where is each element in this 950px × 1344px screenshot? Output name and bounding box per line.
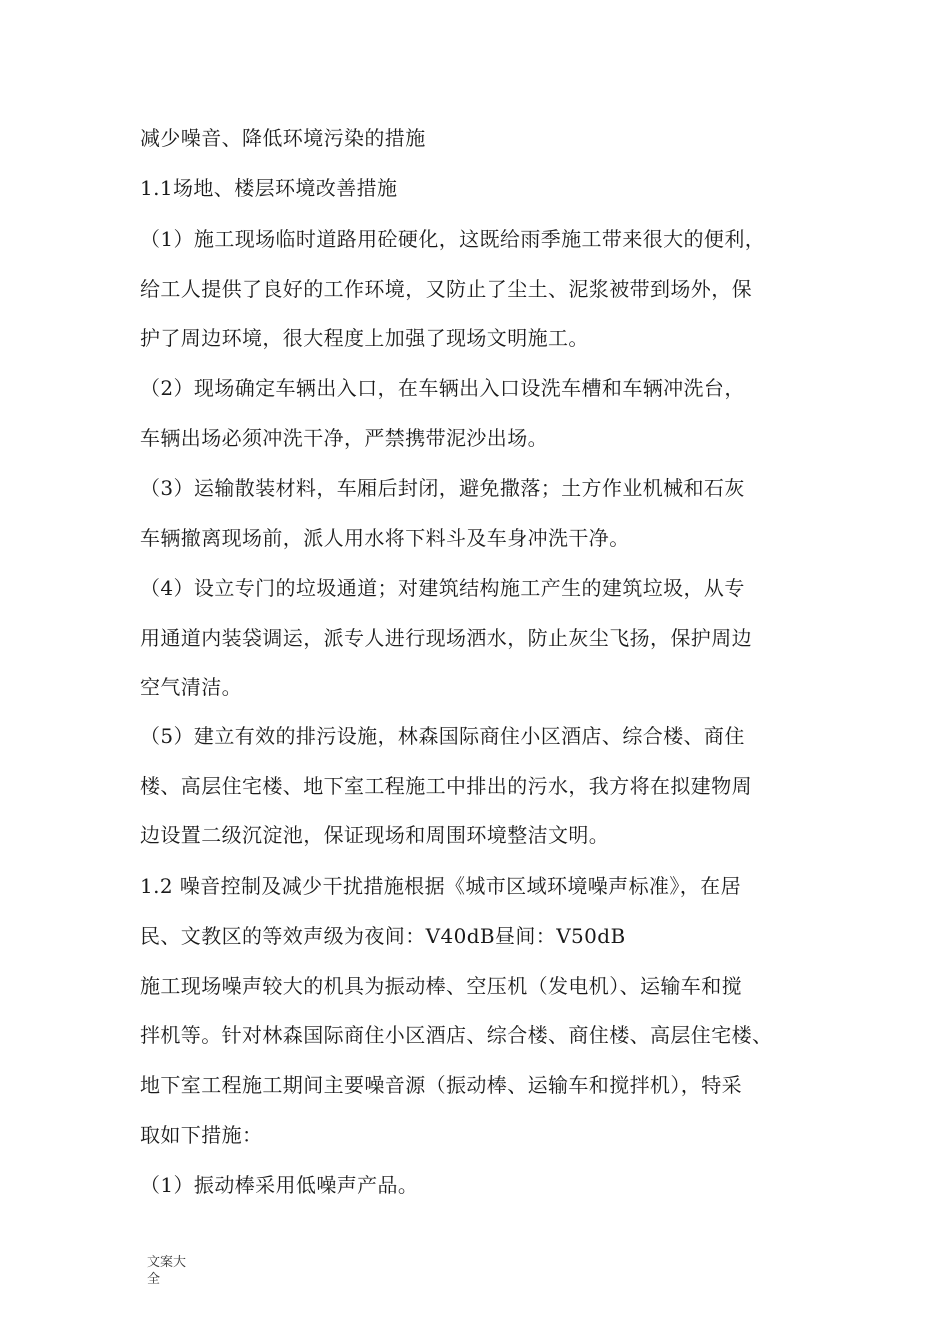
document-title: 减少噪音、降低环境污染的措施 — [140, 126, 426, 150]
item-1-line-2: 给工人提供了良好的工作环境，又防止了尘土、泥浆被带到场外，保 — [140, 277, 752, 301]
item-4-line-1: （4）设立专门的垃圾通道；对建筑结构施工产生的建筑垃圾，从专 — [140, 576, 745, 600]
item-5-line-1: （5）建立有效的排污设施，林森国际商住小区酒店、综合楼、商住 — [140, 724, 745, 748]
item-3-line-1: （3）运输散装材料，车厢后封闭，避免撒落；土方作业机械和石灰 — [140, 476, 745, 500]
section-heading-1-2-line-1: 1.2 噪音控制及减少干扰措施根据《城市区域环境噪声标准》，在居 — [140, 874, 741, 898]
section-heading-1-2-line-2: 民、文教区的等效声级为夜间：V40dB昼间：V50dB — [140, 924, 626, 948]
paragraph-line-1: 施工现场噪声较大的机具为振动棒、空压机（发电机）、运输车和搅 — [140, 974, 742, 998]
item-2-line-2: 车辆出场必须冲洗干净，严禁携带泥沙出场。 — [140, 426, 548, 450]
item-3-line-2: 车辆撤离现场前，派人用水将下料斗及车身冲洗干净。 — [140, 526, 630, 550]
measure-item-1: （1）振动棒采用低噪声产品。 — [140, 1173, 419, 1197]
item-1-line-3: 护了周边环境，很大程度上加强了现场文明施工。 — [140, 326, 589, 350]
item-5-line-2: 楼、高层住宅楼、地下室工程施工中排出的污水，我方将在拟建物周 — [140, 774, 752, 798]
section-heading-1-1: 1.1场地、楼层环境改善措施 — [140, 176, 398, 200]
paragraph-line-2: 拌机等。针对林森国际商住小区酒店、综合楼、商住楼、高层住宅楼、 — [140, 1023, 773, 1047]
item-5-line-3: 边设置二级沉淀池，保证现场和周围环境整洁文明。 — [140, 823, 610, 847]
item-2-line-1: （2）现场确定车辆出入口，在车辆出入口设洗车槽和车辆冲洗台， — [140, 376, 745, 400]
paragraph-line-4: 取如下措施： — [140, 1123, 263, 1147]
item-4-line-3: 空气清洁。 — [140, 675, 242, 699]
paragraph-line-3: 地下室工程施工期间主要噪音源（振动棒、运输车和搅拌机），特采 — [140, 1073, 742, 1097]
item-1-line-1: （1）施工现场临时道路用砼硬化，这既给雨季施工带来很大的便利， — [140, 227, 766, 251]
footer-label: 文案大全 — [147, 1255, 187, 1287]
item-4-line-2: 用通道内装袋调运，派专人进行现场洒水，防止灰尘飞扬，保护周边 — [140, 626, 752, 650]
